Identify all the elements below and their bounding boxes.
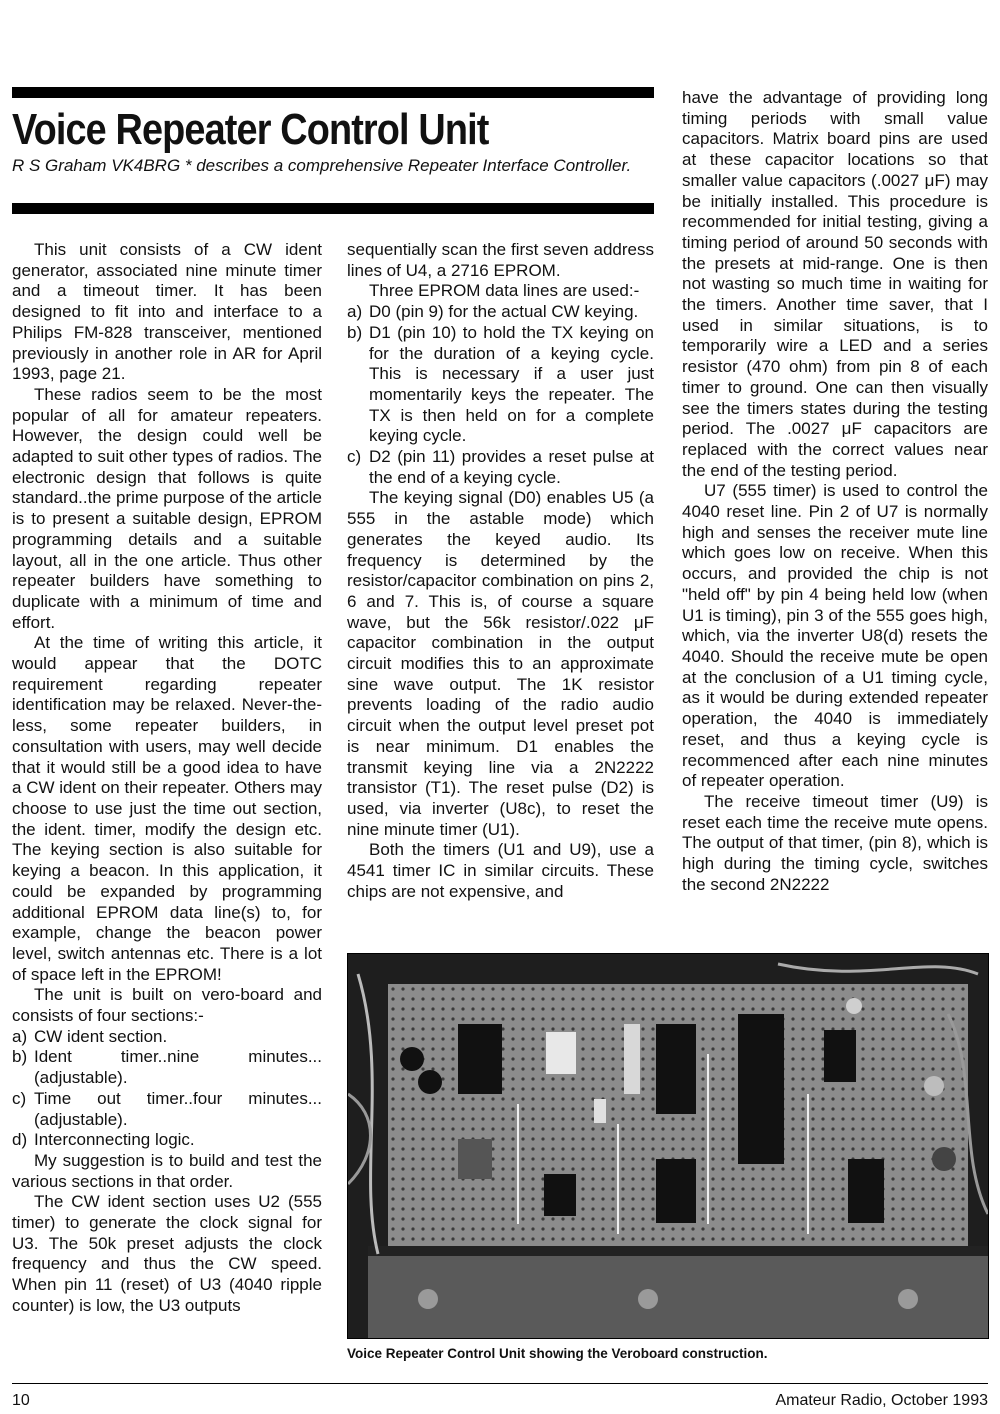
data-lines-list xyxy=(347,302,654,488)
list-label: b) xyxy=(347,322,363,342)
ic-chip xyxy=(656,1024,696,1114)
capacitor xyxy=(418,1070,442,1094)
paragraph: The unit is built on vero-board and consists of four sections:- xyxy=(12,985,322,1026)
paragraph: My suggestion is to build and test the various sections in that order. xyxy=(12,1150,322,1191)
list-item xyxy=(347,447,654,488)
list-label: a) xyxy=(347,302,363,322)
article-title: Voice Repeater Control Unit xyxy=(12,105,489,154)
list-label: d) xyxy=(12,1130,28,1150)
list-label: a) xyxy=(12,1026,28,1046)
list-label: b) xyxy=(12,1047,28,1067)
ic-socket xyxy=(546,1032,576,1074)
ic-chip xyxy=(544,1174,576,1216)
paragraph: U7 (555 timer) is used to control the 4040 reset line. Pin 2 of U7 is normally high and senses the receiver mute line which goes low on receive. When this occurs, and provided the chip is not "held off" by pin 4 being held low (when U1 is timing), pin 3 of the 555 goes high, which, via the inverter U8(d) resets the 4040. Should the receive mute be open at the conclusion of a U1 timing cycle, as it would be during extended repeater operation, the 4040 is immediately reset, and thus a keying cycle is recommenced after each nine minutes of repeater operation. xyxy=(682,481,988,791)
capacitor xyxy=(924,1076,944,1096)
paragraph: Both the timers (U1 and U9), use a 4541 timer IC in similar circuits. These chips are not expensive, and xyxy=(347,840,654,901)
paragraph: These radios seem to be the most popular of all for amateur repeaters. However, the design could well be adapted to suit other types of radios. The electronic design that follows is quite standard..the prime purpose of the article is to present a suitable design, EPROM programming details and a suitable layout, all in the one article. Thus other repeater builders have something to duplicate with a minimum of time and effort. xyxy=(12,384,322,632)
ic-chip xyxy=(656,1159,696,1223)
paragraph: At the time of writing this article, it would appear that the DOTC requirement regarding repeater identification may be relaxed. Never-the-less, some repeater builders, in consultation with users, may well decide that it would still be a good idea to have a CW ident on their repeater. Others may choose to use just the time out section, the ident. timer, modify the design etc. The keying section is also suitable for keying a beacon. In this application, it could be expanded by programming additional EPROM data line(s) to, for example, change the beacon power level, switch antennas etc. There is a lot of space left in the EPROM! xyxy=(12,633,322,984)
list-text: D0 (pin 9) for the actual CW keying. xyxy=(369,302,639,322)
list-item xyxy=(12,1027,322,1048)
capacitor xyxy=(400,1047,424,1071)
figure-caption: Voice Repeater Control Unit showing the Veroboard construction. xyxy=(347,1346,768,1361)
ic-chip xyxy=(848,1159,884,1223)
paragraph: sequentially scan the first seven address lines of U4, a 2716 EPROM. xyxy=(347,240,654,280)
list-item xyxy=(347,302,654,323)
led xyxy=(846,998,862,1014)
paragraph: Three EPROM data lines are used:- xyxy=(369,281,640,301)
title-rule-top xyxy=(12,87,654,98)
sections-list xyxy=(12,1027,322,1151)
eprom-chip xyxy=(738,1014,784,1164)
list-text: Time out timer..four minutes... (adjustable). xyxy=(34,1088,322,1129)
list-text: CW ident section. xyxy=(34,1026,168,1046)
paragraph: The CW ident section uses U2 (555 timer) to generate the clock signal for U3. The 50k preset adjusts the clock frequency and thus the CW speed. When pin 11 (reset) of U3 (4040 ripple counter) is low, the U3 outputs xyxy=(12,1192,322,1315)
capacitor xyxy=(932,1147,956,1171)
page-number: 10 xyxy=(12,1392,30,1409)
list-item xyxy=(347,323,654,447)
paragraph: This unit consists of a CW ident generator, associated nine minute timer and a timeout timer. It has been designed to fit into and interface to a Philips FM-828 transceiver, mentioned previously in another role in AR for April 1993, page 21. xyxy=(12,240,322,384)
chassis-edge xyxy=(368,1254,988,1338)
paragraph: have the advantage of providing long timing periods with small value capacitors. Matrix board pins are used at these capacitor locations so that smaller value capacitors (.0027 μF) may be initially installed. This procedure is recommended for initial testing, giving a timing period of around 50 seconds with the presets at mid-range. One is then not wasting so much time in waiting for the timers. Another time saver, that I used in similar situations, is to temporarily wire a LED and a series resistor (470 ohm) from pin 8 of each timer to ground. One can then visually see the timers states during the testing period. The .0027 μF capacitors are replaced with the correct values near the end of the testing period. xyxy=(682,88,988,480)
ic-chip xyxy=(824,1030,856,1082)
voltage-regulator xyxy=(458,1139,492,1179)
paragraph: The keying signal (D0) enables U5 (a 555 in the astable mode) which generates the keyed audio. Its frequency is determined by the resistor/capacitor combination on pins 2, 6 and 7. This is, of course a square wave, but the 56k resistor/.022 μF capacitor combination in the output circuit modifies this to an approximate sine wave output. The 1K resistor prevents loading of the radio audio circuit when the output level preset pot is near minimum. D1 enables the transmit keying line via a 2N2222 transistor (T1). The reset pulse (D2) is used, via inverter (U8c), to reset the nine minute timer (U1). xyxy=(347,488,654,839)
list-label: c) xyxy=(347,447,362,467)
veroboard-photo xyxy=(347,953,989,1339)
list-text: D1 (pin 10) to hold the TX keying on for the duration of a keying cycle. This is necessary if a user just momentarily keys the repeater. The TX is then held on for a complete keying cycle. xyxy=(369,322,654,446)
ic-chip xyxy=(458,1024,502,1094)
list-text: Ident timer..nine minutes... (adjustable). xyxy=(34,1047,322,1088)
publication-info: Amateur Radio, October 1993 xyxy=(775,1392,988,1409)
column-2 xyxy=(347,240,654,903)
column-1 xyxy=(12,240,322,1317)
title-rule-bottom xyxy=(12,203,654,214)
list-text: D2 (pin 11) provides a reset pulse at the end of a keying cycle. xyxy=(369,447,654,487)
column-3 xyxy=(682,88,988,895)
preset-pot xyxy=(624,1024,640,1094)
list-item xyxy=(12,1130,322,1151)
capacitor xyxy=(594,1099,606,1123)
list-label: c) xyxy=(12,1088,27,1108)
footer-rule xyxy=(12,1383,988,1384)
list-item xyxy=(12,1089,322,1130)
paragraph: The receive timeout timer (U9) is reset each time the receive mute opens. The output of that timer, (pin 8), which is high during the timing cycle, switches the second 2N2222 xyxy=(682,791,988,894)
veroboard-illustration xyxy=(348,954,988,1338)
article-byline: R S Graham VK4BRG * describes a comprehensive Repeater Interface Controller. xyxy=(12,156,632,175)
list-text: Interconnecting logic. xyxy=(34,1130,195,1150)
list-item xyxy=(12,1047,322,1088)
